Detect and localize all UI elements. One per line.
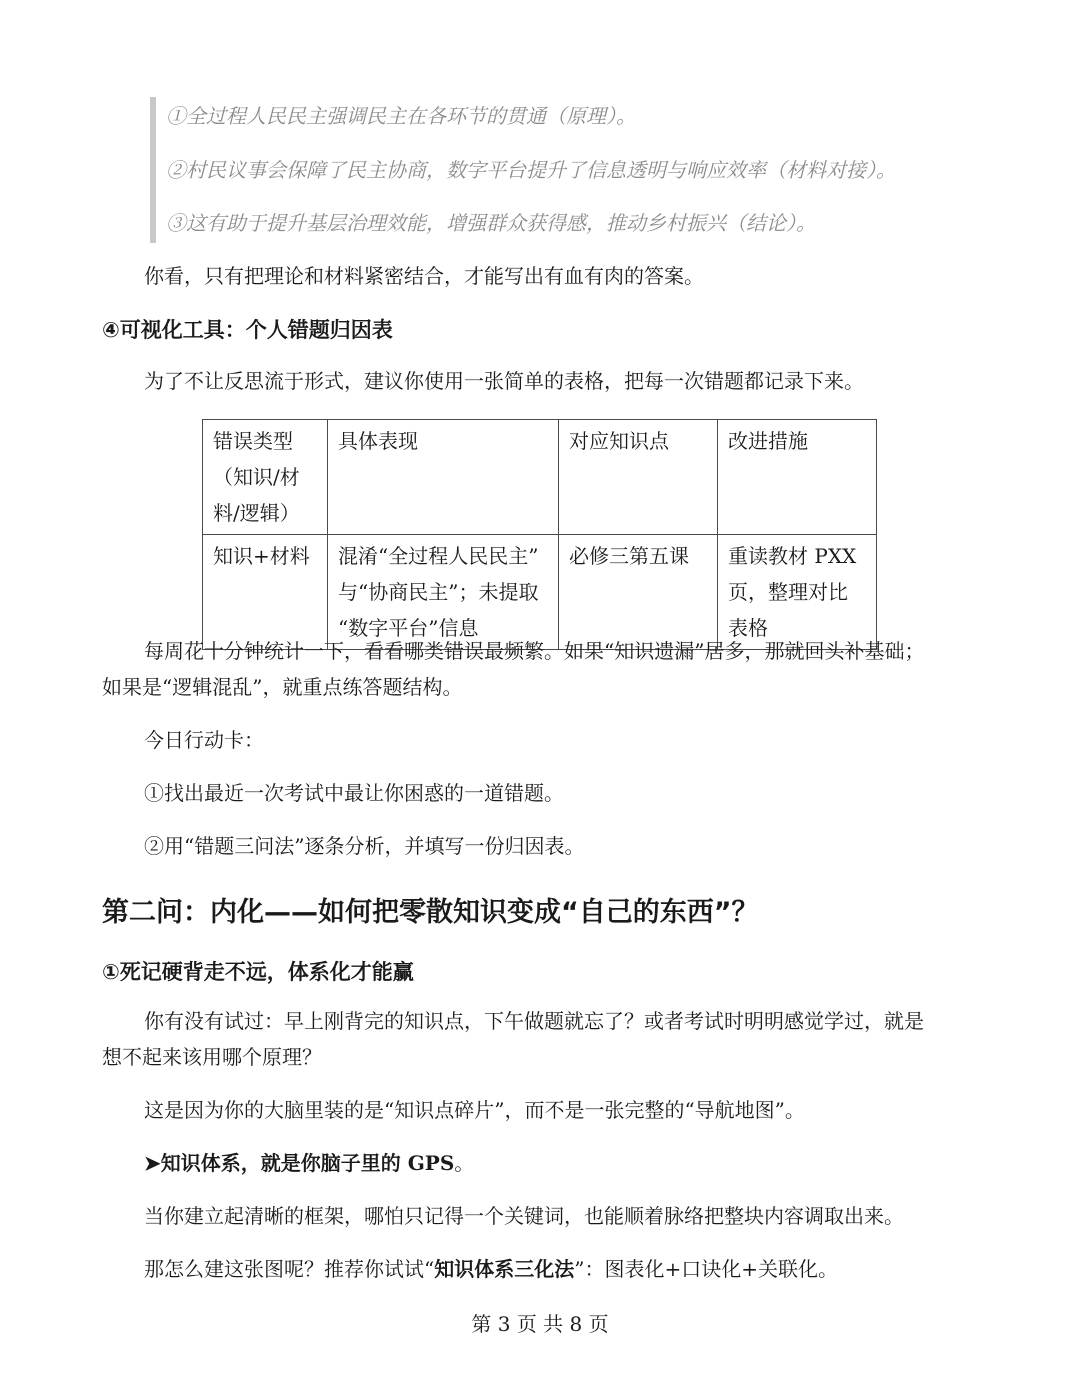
section4-heading: ④可视化工具：个人错题归因表 (102, 318, 393, 342)
header-cell-improvement: 改进措施 (718, 420, 877, 535)
header-cell-knowledge-point: 对应知识点 (559, 420, 718, 535)
action-item-1: ①找出最近一次考试中最让你困惑的一道错题。 (144, 781, 564, 805)
action-item-2: ②用“错题三问法”逐条分析，并填写一份归因表。 (144, 834, 585, 858)
page-footer: 第 3 页 共 8 页 (471, 1312, 609, 1336)
method-paragraph: 那怎么建这张图呢？推荐你试试“知识体系三化法”：图表化+口诀化+关联化。 (144, 1257, 838, 1281)
gps-paragraph: ➤知识体系，就是你脑子里的 GPS。 (144, 1151, 475, 1175)
table-cell: 重读教材 PXX 页，整理对比 表格 (718, 535, 877, 650)
method-name-bold: 知识体系三化法 (434, 1257, 575, 1281)
header-cell-manifestation: 具体表现 (328, 420, 559, 535)
quote-line-3: ③这有助于提升基层治理效能，增强群众获得感，推动乡村振兴（结论）。 (166, 211, 816, 235)
table-cell: 混淆“全过程人民民主” 与“协商民主”；未提取 “数字平台”信息 (328, 535, 559, 650)
table-row (203, 535, 877, 650)
part2-heading: 第二问：内化——如何把零散知识变成“自己的东西”？ (102, 897, 759, 928)
table-header-row (203, 420, 877, 535)
part2-paragraph1-line2: 想不起来该用哪个原理？ (102, 1045, 322, 1069)
table-cell: 知识+材料 (203, 535, 328, 650)
error-attribution-table (202, 419, 877, 650)
part2-paragraph1-line1: 你有没有试过：早上刚背完的知识点，下午做题就忘了？或者考试时明明感觉学过，就是 (144, 1009, 924, 1033)
part2-paragraph4: 当你建立起清晰的框架，哪怕只记得一个关键词，也能顺着脉络把整块内容调取出来。 (144, 1204, 904, 1228)
header-cell-error-type: 错误类型 （知识/材 料/逻辑） (203, 420, 328, 535)
action-card-title: 今日行动卡： (144, 728, 264, 752)
table-cell: 必修三第五课 (559, 535, 718, 650)
part2-subheading: ①死记硬背走不远，体系化才能赢 (102, 960, 414, 984)
quote-bar (150, 97, 156, 243)
quote-line-1: ①全过程人民民主强调民主在各环节的贯通（原理）。 (166, 104, 636, 128)
summary-paragraph: 你看，只有把理论和材料紧密结合，才能写出有血有肉的答案。 (144, 264, 704, 288)
section4-intro: 为了不让反思流于形式，建议你使用一张简单的表格，把每一次错题都记录下来。 (144, 369, 864, 393)
gps-bold-text: ➤知识体系，就是你脑子里的 GPS (144, 1151, 455, 1175)
quote-line-2: ②村民议事会保障了民主协商，数字平台提升了信息透明与响应效率（材料对接）。 (166, 158, 896, 182)
weekly-paragraph-line1: 每周花十分钟统计一下，看看哪类错误最频繁。如果“知识遗漏”居多，那就回头补基础； (144, 639, 925, 663)
part2-paragraph2: 这是因为你的大脑里装的是“知识点碎片”，而不是一张完整的“导航地图”。 (144, 1098, 805, 1122)
weekly-paragraph-line2: 如果是“逻辑混乱”，就重点练答题结构。 (102, 675, 463, 699)
